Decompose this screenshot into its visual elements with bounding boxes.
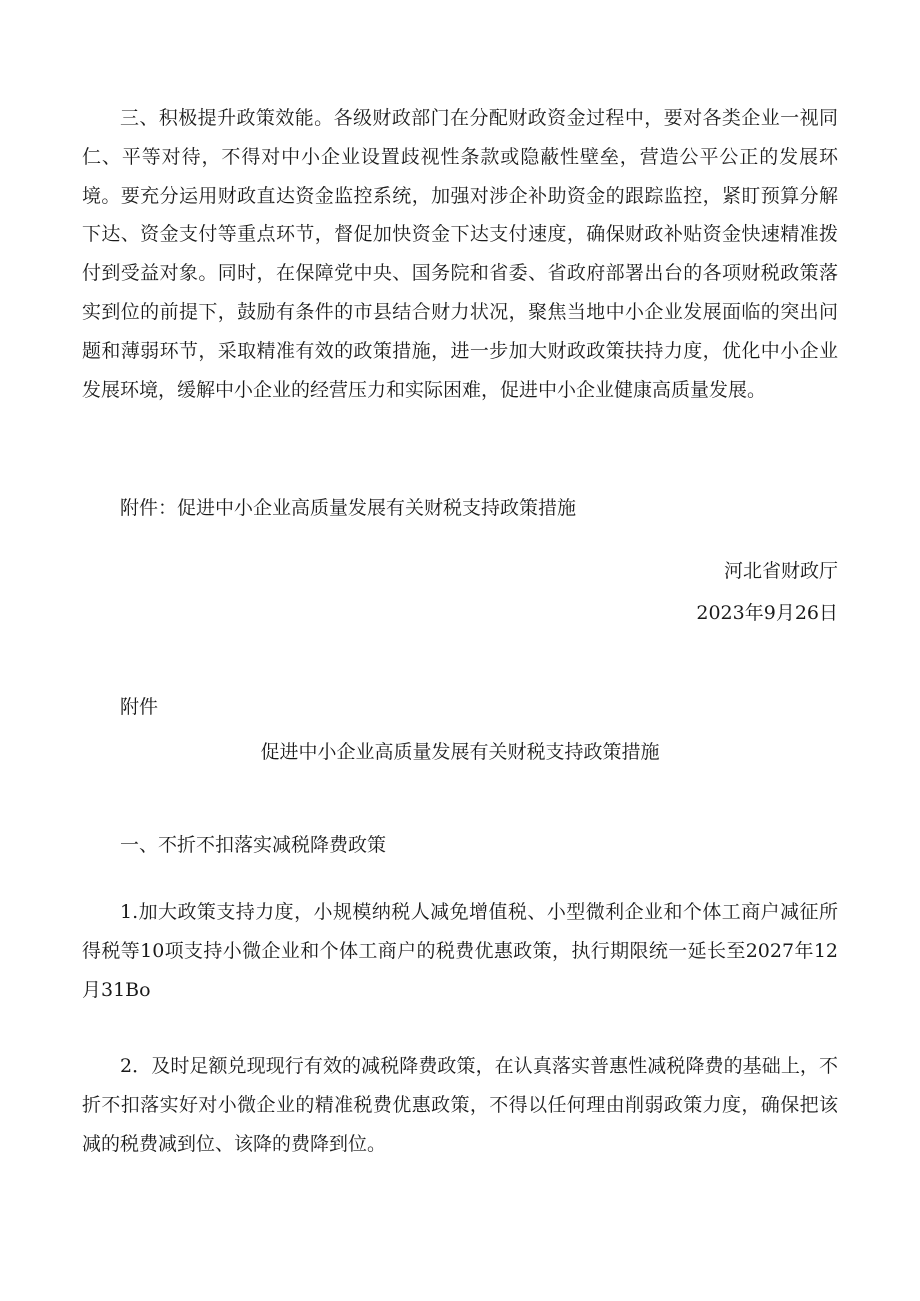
section-one-heading: 一、不折不扣落实减税降费政策 [120,834,387,856]
annex-label: 附件 [120,696,159,718]
attachment-note: 附件：促进中小企业高质量发展有关财税支持政策措施 [120,497,577,519]
annex-title: 促进中小企业高质量发展有关财税支持政策措施 [260,741,660,763]
issue-date: 2023年9月26日 [696,602,838,624]
policy-item-two: 2．及时足额兑现现行有效的减税降费政策，在认真落实普惠性减税降费的基础上，不折不扣落实好对小微企业的精准税费优惠政策，不得以任何理由削弱政策力度，确保把该减的税费减到位、该降的费降到位。 [82,1055,838,1155]
issuer-signature: 河北省财政厅 [723,560,838,582]
policy-item-one: 1.加大政策支持力度，小规模纳税人减免增值税、小型微利企业和个体工商户减征所得税等10项支持小微企业和个体工商户的税费优惠政策，执行期限统一延长至2027年12月31Bo [82,901,838,1001]
section-three-paragraph: 三、积极提升政策效能。各级财政部门在分配财政资金过程中，要对各类企业一视同仁、平等对待，不得对中小企业设置歧视性条款或隐蔽性壁垒，营造公平公正的发展环境。要充分运用财政直达资金监控系统，加强对涉企补助资金的跟踪监控，紧盯预算分解下达、资金支付等重点环节，督促加快资金下达支付速度，确保财政补贴资金快速精准拨付到受益对象。同时，在保障党中央、国务院和省委、省政府部署出台的各项财税政策落实到位的前提下，鼓励有条件的市县结合财力状况，聚焦当地中小企业发展面临的突出问题和薄弱环节，采取精准有效的政策措施，进一步加大财政政策扶持力度，优化中小企业发展环境，缓解中小企业的经营压力和实际困难，促进中小企业健康高质量发展。 [82,107,838,401]
